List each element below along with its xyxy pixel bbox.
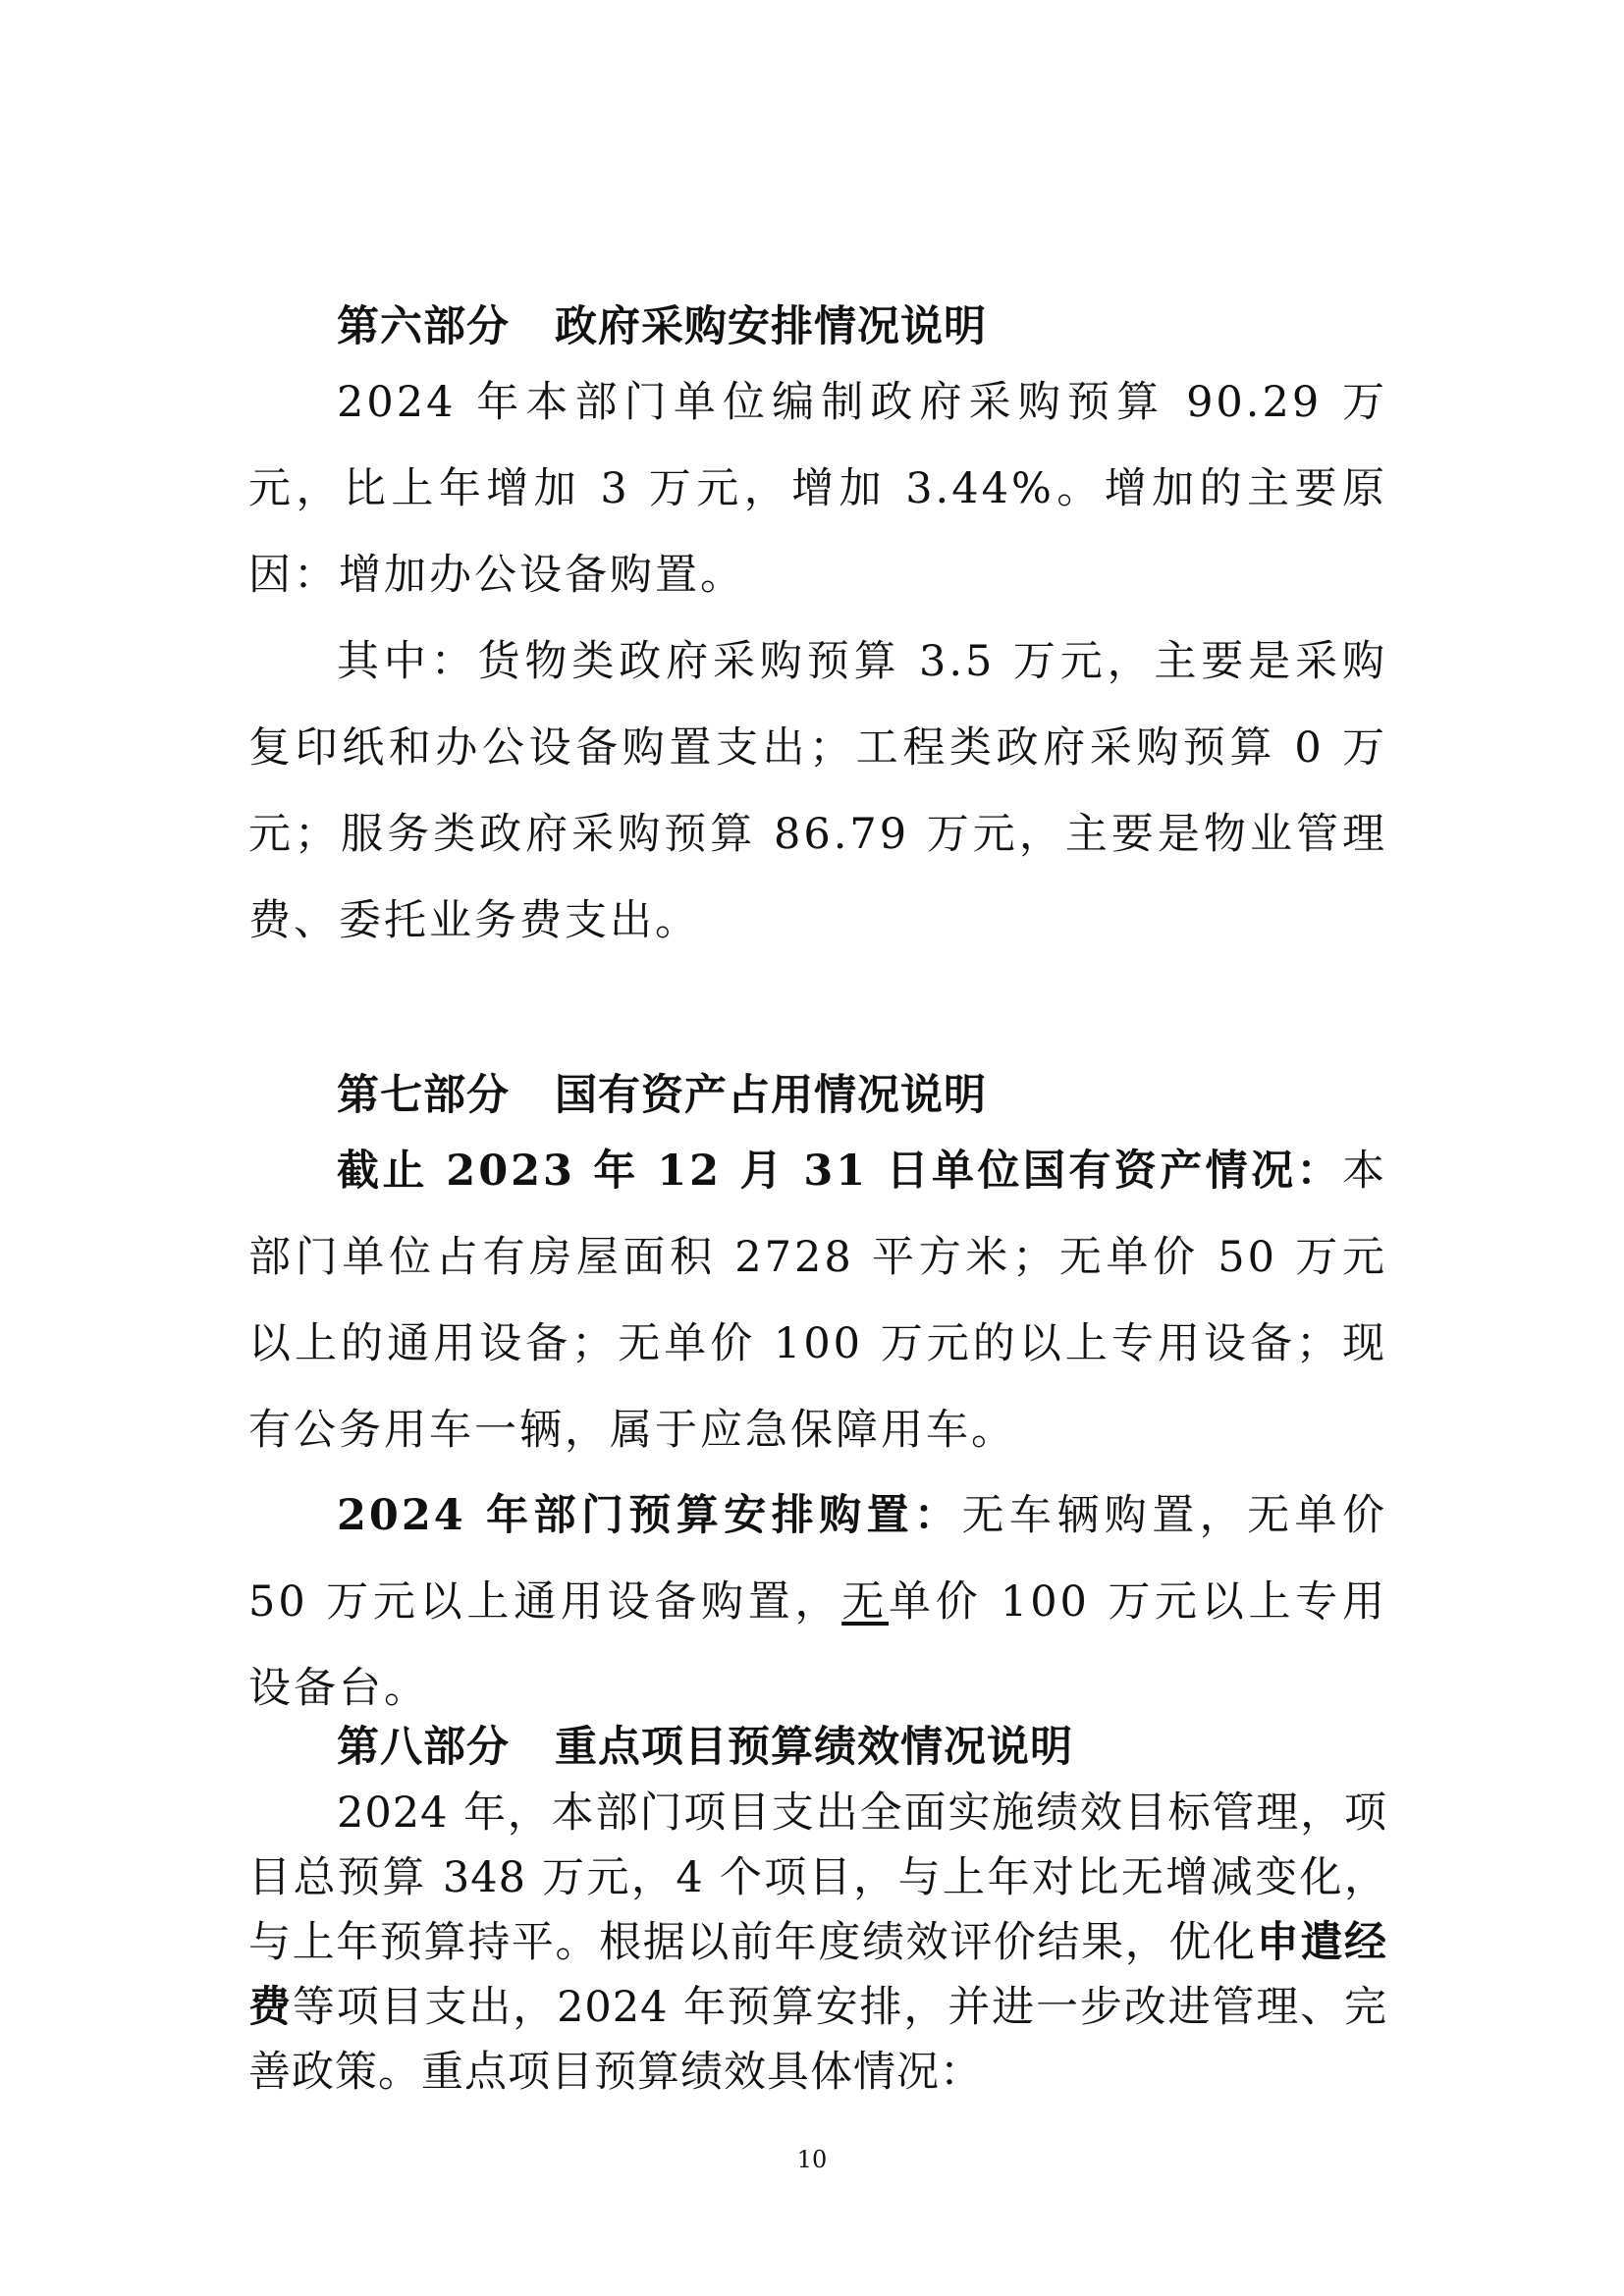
- section8-bold-term: 申遣经费: [248, 1918, 1388, 2032]
- section7-underlined-word: 无: [841, 1577, 889, 1627]
- section6-paragraph-2: 其中：货物类政府采购预算 3.5 万元，主要是采购复印纸和办公设备购置支出；工程类政府采购预算 0 万元；服务类政府采购预算 86.79 万元，主要是物业管理费、委托业务费支出。: [248, 637, 1387, 945]
- section8-part-label: 第八部分: [337, 1723, 510, 1772]
- section7-part-label: 第七部分: [337, 1071, 510, 1120]
- section7-paragraph-2: [248, 1472, 1387, 1732]
- section7-purchase-text: 无车辆购置，无单价 50 万元以上通用设备购置，: [248, 1491, 1387, 1627]
- section6-title: 政府采购安排情况说明: [555, 302, 987, 351]
- section8-text-end: 等项目支出，2024 年预算安排，并进一步改进管理、完善政策。重点项目预算绩效具体情况：: [248, 1983, 1388, 2097]
- section8-text-start: 2024 年，本部门项目支出全面实施绩效目标管理，项目总预算 348 万元，4 个项目，与上年对比无增减变化，与上年预算持平。根据以前年度绩效评价结果，优化: [248, 1789, 1387, 1967]
- section6-part-label: 第六部分: [337, 302, 510, 351]
- section7-assets-label: 截止 2023 年 12 月 31 日单位国有资产情况：: [337, 1147, 1342, 1196]
- section8-title: 重点项目预算绩效情况说明: [555, 1723, 1073, 1772]
- section7-title: 国有资产占用情况说明: [555, 1071, 987, 1120]
- section7-purchase-end: 单价 100 万元以上专用设备台。: [248, 1577, 1388, 1713]
- page-number: 10: [796, 2146, 828, 2173]
- section8-heading: [337, 1718, 1073, 1777]
- section6-heading: [337, 297, 987, 356]
- section6-paragraph-1: 2024 年本部门单位编制政府采购预算 90.29 万元，比上年增加 3 万元，增加 3.44%。增加的主要原因：增加办公设备购置。: [248, 378, 1387, 600]
- section7-purchase-label: 2024 年部门预算安排购置：: [337, 1491, 962, 1540]
- section7-assets-text: 本部门单位占有房屋面积 2728 平方米；无单价 50 万元以上的通用设备；无单价 100 万元的以上专用设备；现有公务用车一辆，属于应急保障用车。: [248, 1147, 1387, 1455]
- section7-heading: [337, 1066, 987, 1125]
- section8-paragraph-1: [248, 1781, 1387, 2105]
- section7-paragraph-1: [248, 1128, 1387, 1473]
